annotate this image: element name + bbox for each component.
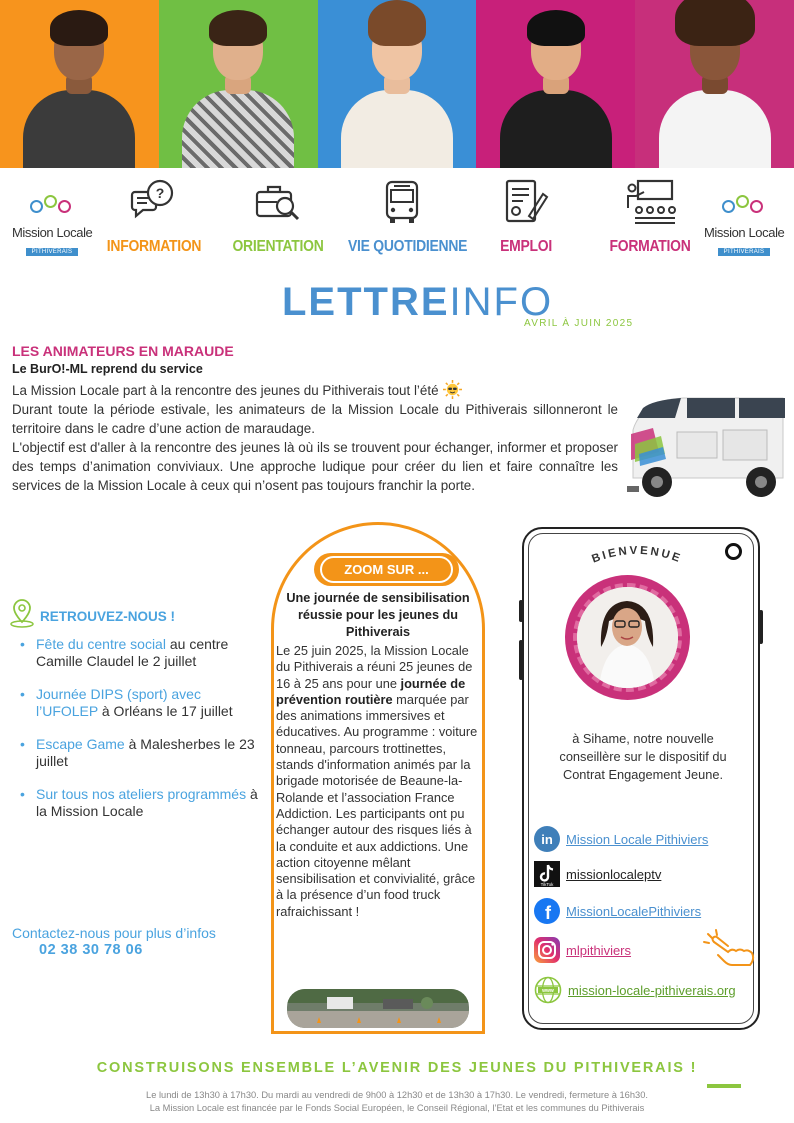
bienvenue-text: BIENVENUE: [590, 544, 684, 566]
zoom-body-text: marquée par des animations immersives et éducatives. Au programme : voiture tonneau, parcours trottinettes, stands d'information animés par la brigade motorisée de Beaune-la-Rolande et l’association France Addiction. Les participants ont pu échanger autour des risques liés à la conduite et aux addictions. Une action citoyenne mêlant sensibilisation et convivialité, grâce à la présence d’un food truck rafraichissant !: [276, 691, 478, 919]
zoom-badge: [314, 553, 459, 586]
tap-hand-icon: [698, 928, 756, 968]
logo-subtitle: PITHIVERAIS: [26, 248, 79, 256]
pillar-information: [94, 178, 214, 256]
pillar-label: INFORMATION: [106, 238, 202, 255]
map-pin-icon: [8, 598, 36, 628]
young-man-portrait: [500, 3, 612, 168]
mission-locale-logo: [12, 198, 92, 260]
social-facebook[interactable]: [534, 898, 759, 924]
zoom-headline: Une journée de sensibilisation réussie pour les jeunes du Pithiverais: [286, 591, 470, 639]
advisor-portrait: [565, 575, 690, 700]
hero-panel-green: [159, 0, 318, 168]
slogan-underline: [707, 1084, 741, 1088]
service-pillars-row: [0, 178, 794, 262]
pillar-formation: [590, 178, 710, 256]
zoom-badge-label: ZOOM SUR ...: [320, 556, 453, 583]
svg-text:?: ?: [155, 185, 165, 201]
hero-panel-orange: [0, 0, 159, 168]
social-linkedin[interactable]: [534, 826, 759, 852]
minivan-photo: [627, 390, 794, 500]
sun-sunglasses-icon: [443, 380, 462, 399]
footer-info: [0, 1089, 794, 1115]
event-item: [20, 786, 266, 820]
event-item: [20, 636, 266, 670]
instagram-link[interactable]: mlpithiviers: [566, 942, 632, 958]
mission-locale-logo: [704, 198, 784, 260]
event-name: Sur tous nos ateliers programmés: [36, 786, 247, 802]
hero-panel-blue: [318, 0, 477, 168]
tiktok-icon: [534, 861, 560, 887]
retrouvez-title: RETROUVEZ-NOUS !: [40, 608, 175, 624]
pillar-emploi: [466, 178, 586, 256]
question-bubble-icon: [129, 178, 179, 226]
maraude-line: Durant toute la période estivale, les animateurs de la Mission Locale du Pithiverais sillonneront le territoire dans le cadre d’une action de maraudage.: [12, 402, 618, 436]
website-link[interactable]: mission-locale-pithiverais.org: [568, 982, 736, 998]
zoom-body-bold: journée de prévention routière: [276, 675, 466, 707]
young-man-portrait: [23, 3, 135, 168]
facebook-link[interactable]: MissionLocalePithiviers: [566, 903, 702, 919]
funding-statement: La Mission Locale est financée par le Fonds Social Européen, le Conseil Régional, l’Etat et les communes du Pithiverais: [149, 1103, 645, 1113]
maraude-body: [12, 380, 618, 495]
facebook-icon: [534, 898, 560, 924]
phone-number: 02 38 30 78 06: [39, 942, 143, 958]
young-woman-portrait: [659, 3, 771, 168]
hero-banner: [0, 0, 794, 168]
advisor-photo: [577, 587, 678, 688]
tiktok-link[interactable]: missionlocaleptv: [566, 866, 662, 882]
retrouvez-nous-block: [8, 598, 268, 628]
briefcase-search-icon: [253, 178, 303, 226]
logo-name: Mission Locale: [12, 225, 93, 240]
maraude-subtitle: Le BurO!-ML reprend du service: [12, 362, 203, 376]
social-tiktok[interactable]: [534, 861, 759, 887]
pillar-label: FORMATION: [609, 238, 691, 255]
maraude-line: L'objectif est d'aller à la rencontre des jeunes là où ils se trouvent pour échanger, informer et proposer des temps d’animation conviviaux. Une approche ludique pour créer du lien et faire connaître les services de la Mission Locale à ceux qui n’osent pas toujours franchir la porte.: [12, 440, 618, 493]
instagram-icon: [534, 937, 560, 963]
linkedin-link[interactable]: Mission Locale Pithiviers: [566, 831, 709, 847]
zoom-body-text: Le 25 juin 2025, la Mission Locale du Pithiverais a réuni 25 jeunes de 16 à 25 ans pour une: [276, 643, 473, 691]
phone-side-button: [759, 610, 763, 644]
young-man-portrait: [182, 3, 294, 168]
title-light: INFO: [449, 280, 554, 324]
classroom-icon: [624, 178, 676, 226]
bienvenue-arc-title: [557, 536, 717, 576]
logo-name: Mission Locale: [704, 225, 785, 240]
globe-www-icon: [534, 976, 562, 1004]
event-detail: à la Mission Locale: [36, 786, 258, 819]
events-list: [20, 636, 266, 836]
bus-icon: [377, 178, 427, 226]
opening-hours: Le lundi de 13h30 à 17h30. Du mardi au vendredi de 9h00 à 12h30 et de 13h30 à 17h30. Le vendredi, fermeture à 16h30.: [146, 1090, 648, 1100]
title-bold: LETTRE: [282, 280, 450, 324]
event-name: Escape Game: [36, 736, 125, 752]
svg-text:f: f: [545, 903, 551, 923]
footer-slogan: CONSTRUISONS ENSEMBLE L’AVENIR DES JEUNES DU PITHIVERAIS !: [96, 1060, 698, 1076]
contact-text: Contactez-nous pour plus d’infos: [12, 925, 216, 941]
hero-panel-magenta: [476, 0, 635, 168]
pillar-label: VIE QUOTIDIENNE: [348, 238, 468, 255]
event-name: Fête du centre social: [36, 636, 166, 652]
maraude-line: La Mission Locale part à la rencontre des jeunes du Pithiverais tout l’été: [12, 383, 439, 398]
newsletter-title: [282, 280, 553, 325]
event-name: Journée DIPS (sport) avec l’UFOLEP: [36, 686, 201, 719]
website-caption: www: [542, 988, 554, 994]
welcome-text: à Sihame, notre nouvelle conseillère sur le dispositif du Contrat Engagement Jeune.: [559, 731, 727, 782]
event-detail: à Orléans le 17 juillet: [97, 703, 233, 719]
pillar-vie-quotidienne: [342, 178, 468, 256]
pillar-orientation: [218, 178, 338, 256]
svg-text:BIENVENUE: [590, 545, 683, 566]
contract-signature-icon: [501, 178, 551, 226]
svg-text:in: in: [541, 832, 553, 847]
event-item: [20, 686, 266, 720]
pillar-label: ORIENTATION: [232, 238, 324, 255]
pillar-label: EMPLOI: [500, 238, 552, 255]
phone-camera-icon: [725, 543, 742, 560]
maraude-section-title: LES ANIMATEURS EN MARAUDE: [12, 343, 234, 359]
hero-panel-pink: [635, 0, 794, 168]
prevention-day-photo: [287, 989, 469, 1028]
linkedin-icon: [534, 826, 560, 852]
social-website[interactable]: [534, 976, 759, 1004]
event-item: [20, 736, 266, 770]
logo-subtitle: PITHIVERAIS: [718, 248, 771, 256]
young-woman-portrait: [341, 3, 453, 168]
event-detail: au centre Camille Claudel le 2 juillet: [36, 636, 229, 669]
phone-side-button: [519, 600, 523, 622]
newsletter-period: AVRIL À JUIN 2025: [524, 318, 634, 329]
zoom-body: [276, 643, 482, 920]
tiktok-caption: TikTok: [540, 882, 554, 887]
phone-side-button: [519, 640, 523, 680]
event-detail: à Malesherbes le 23 juillet: [36, 736, 255, 769]
